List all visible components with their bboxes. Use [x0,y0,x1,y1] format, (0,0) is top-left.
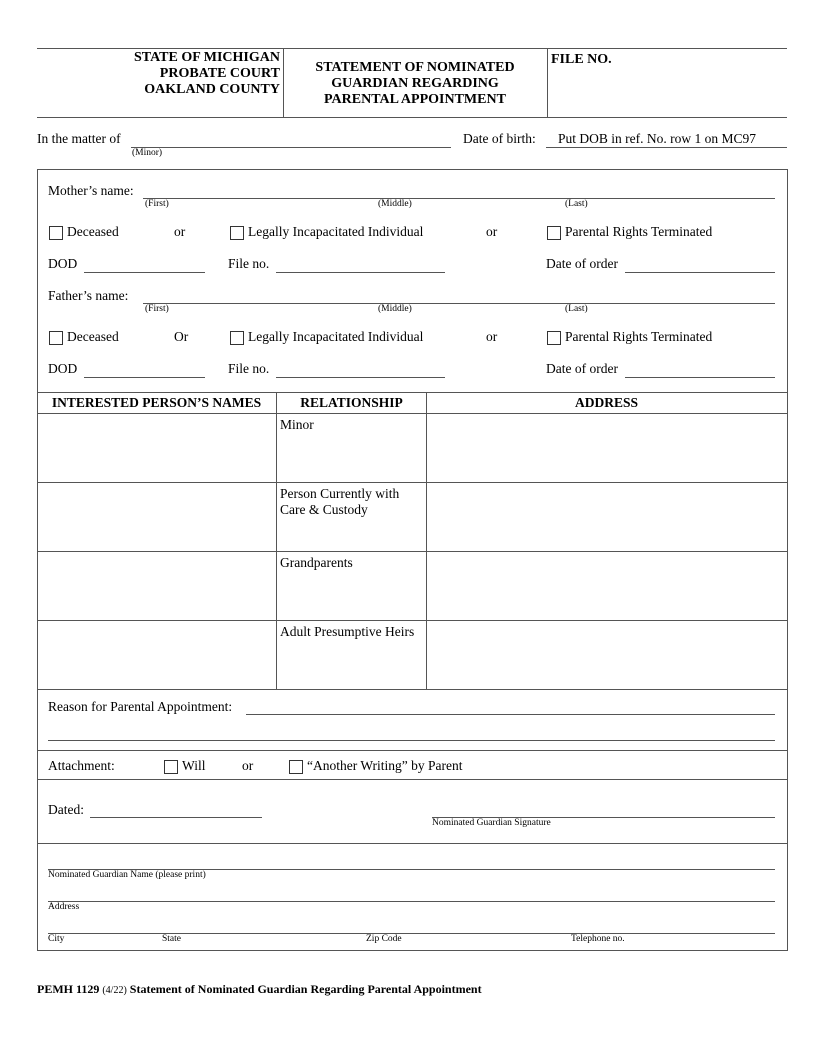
father-file-no-label: File no. [228,361,270,376]
signature-bottom-rule [37,843,787,844]
header-interested-names: INTERESTED PERSON’S NAMES [51,395,262,410]
dob-value: Put DOB in ref. No. row 1 on MC97 [558,131,756,146]
father-deceased-label: Deceased [67,329,119,344]
court-line-county: OAKLAND COUNTY [144,82,280,97]
attachment-bottom-rule [37,779,787,780]
father-terminated-label: Parental Rights Terminated [565,329,713,344]
state-caption: State [162,934,181,944]
mother-or-2: or [486,224,498,239]
father-name-label: Father’s name: [48,288,129,303]
form-title-line-3: PARENTAL APPOINTMENT [324,92,506,107]
dob-label: Date of birth: [463,131,536,146]
attachment-label: Attachment: [48,758,115,773]
reason-field-line-2[interactable] [48,740,775,741]
mother-date-of-order-label: Date of order [546,256,618,271]
guardian-address-field[interactable] [48,901,775,902]
relationship-grandparents: Grandparents [280,555,353,570]
attachment-or: or [242,758,254,773]
footer-title: Statement of Nominated Guardian Regarding Parental Appointment [129,982,482,996]
form-title [284,60,546,108]
header-divider-2 [547,48,548,118]
guardian-address-caption: Address [48,902,80,912]
mother-deceased-label: Deceased [67,224,119,239]
court-line-court: PROBATE COURT [159,66,280,81]
form-title-line-2: GUARDIAN REGARDING [331,76,499,91]
father-deceased-checkbox[interactable] [49,331,63,345]
father-dod-field[interactable] [84,377,205,378]
dated-field[interactable] [90,817,262,818]
header-relationship: RELATIONSHIP [300,395,403,410]
mother-middle-caption: (Middle) [378,199,412,209]
table-col-divider-1 [276,392,277,689]
dob-field[interactable] [546,147,787,148]
dated-label: Dated: [48,802,84,817]
father-or-2: or [486,329,498,344]
guardian-name-caption: Nominated Guardian Name (please print) [48,870,206,880]
table-col-divider-2 [426,392,427,689]
mother-last-caption: (Last) [565,199,588,209]
reason-label: Reason for Parental Appointment: [48,699,233,714]
minor-name-field[interactable] [131,147,451,148]
father-middle-caption: (Middle) [378,304,412,314]
table-top-rule [37,392,787,393]
mother-incapacitated-checkbox[interactable] [230,226,244,240]
footer-revision: (4/22) [102,985,127,996]
father-terminated-checkbox[interactable] [547,331,561,345]
form-title-line-1: STATEMENT OF NOMINATED [315,60,515,75]
city-caption: City [48,934,65,944]
reason-field-line-1[interactable] [246,714,775,715]
matter-label: In the matter of [37,131,121,146]
father-dod-label: DOD [48,361,78,376]
mother-first-caption: (First) [145,199,169,209]
table-header-rule [37,413,787,414]
father-name-field[interactable] [143,303,775,304]
will-label: Will [182,758,206,773]
father-date-of-order-label: Date of order [546,361,618,376]
table-row-rule-1 [37,482,787,483]
table-bottom-rule [37,689,787,690]
father-first-caption: (First) [145,304,169,314]
mother-date-of-order-field[interactable] [625,272,775,273]
zip-caption: Zip Code [366,934,402,944]
relationship-custody: Person Currently with Care & Custody [280,486,400,517]
mother-deceased-checkbox[interactable] [49,226,63,240]
father-last-caption: (Last) [565,304,588,314]
relationship-minor: Minor [280,417,314,432]
footer-form-no: PEMH 1129 [37,982,100,996]
mother-name-label: Mother’s name: [48,183,134,198]
court-name [40,50,280,98]
form-footer [37,982,482,997]
father-date-of-order-field[interactable] [625,377,775,378]
another-writing-label: “Another Writing” by Parent [307,758,463,773]
will-checkbox[interactable] [164,760,178,774]
mother-dod-field[interactable] [84,272,205,273]
father-file-no-field[interactable] [276,377,445,378]
mother-or-1: or [174,224,186,239]
court-line-state: STATE OF MICHIGAN [134,50,280,65]
minor-caption: (Minor) [132,148,163,158]
reason-bottom-rule [37,750,787,751]
phone-caption: Telephone no. [571,934,625,944]
mother-file-no-field[interactable] [276,272,445,273]
table-row-rule-3 [37,620,787,621]
father-or-1: Or [174,329,189,344]
mother-file-no-label: File no. [228,256,270,271]
relationship-heirs: Adult Presumptive Heirs [280,624,415,639]
file-no-label: FILE NO. [551,52,612,67]
guardian-city-line-field[interactable] [48,933,775,934]
header-top-rule [37,48,787,49]
mother-terminated-checkbox[interactable] [547,226,561,240]
father-incapacitated-checkbox[interactable] [230,331,244,345]
mother-name-field[interactable] [143,198,775,199]
mother-terminated-label: Parental Rights Terminated [565,224,713,239]
another-writing-checkbox[interactable] [289,760,303,774]
mother-incapacitated-label: Legally Incapacitated Individual [248,224,424,239]
father-incapacitated-label: Legally Incapacitated Individual [248,329,424,344]
header-address: ADDRESS [574,395,639,410]
signature-caption: Nominated Guardian Signature [432,818,551,828]
mother-dod-label: DOD [48,256,78,271]
header-bottom-rule [37,117,787,118]
table-row-rule-2 [37,551,787,552]
